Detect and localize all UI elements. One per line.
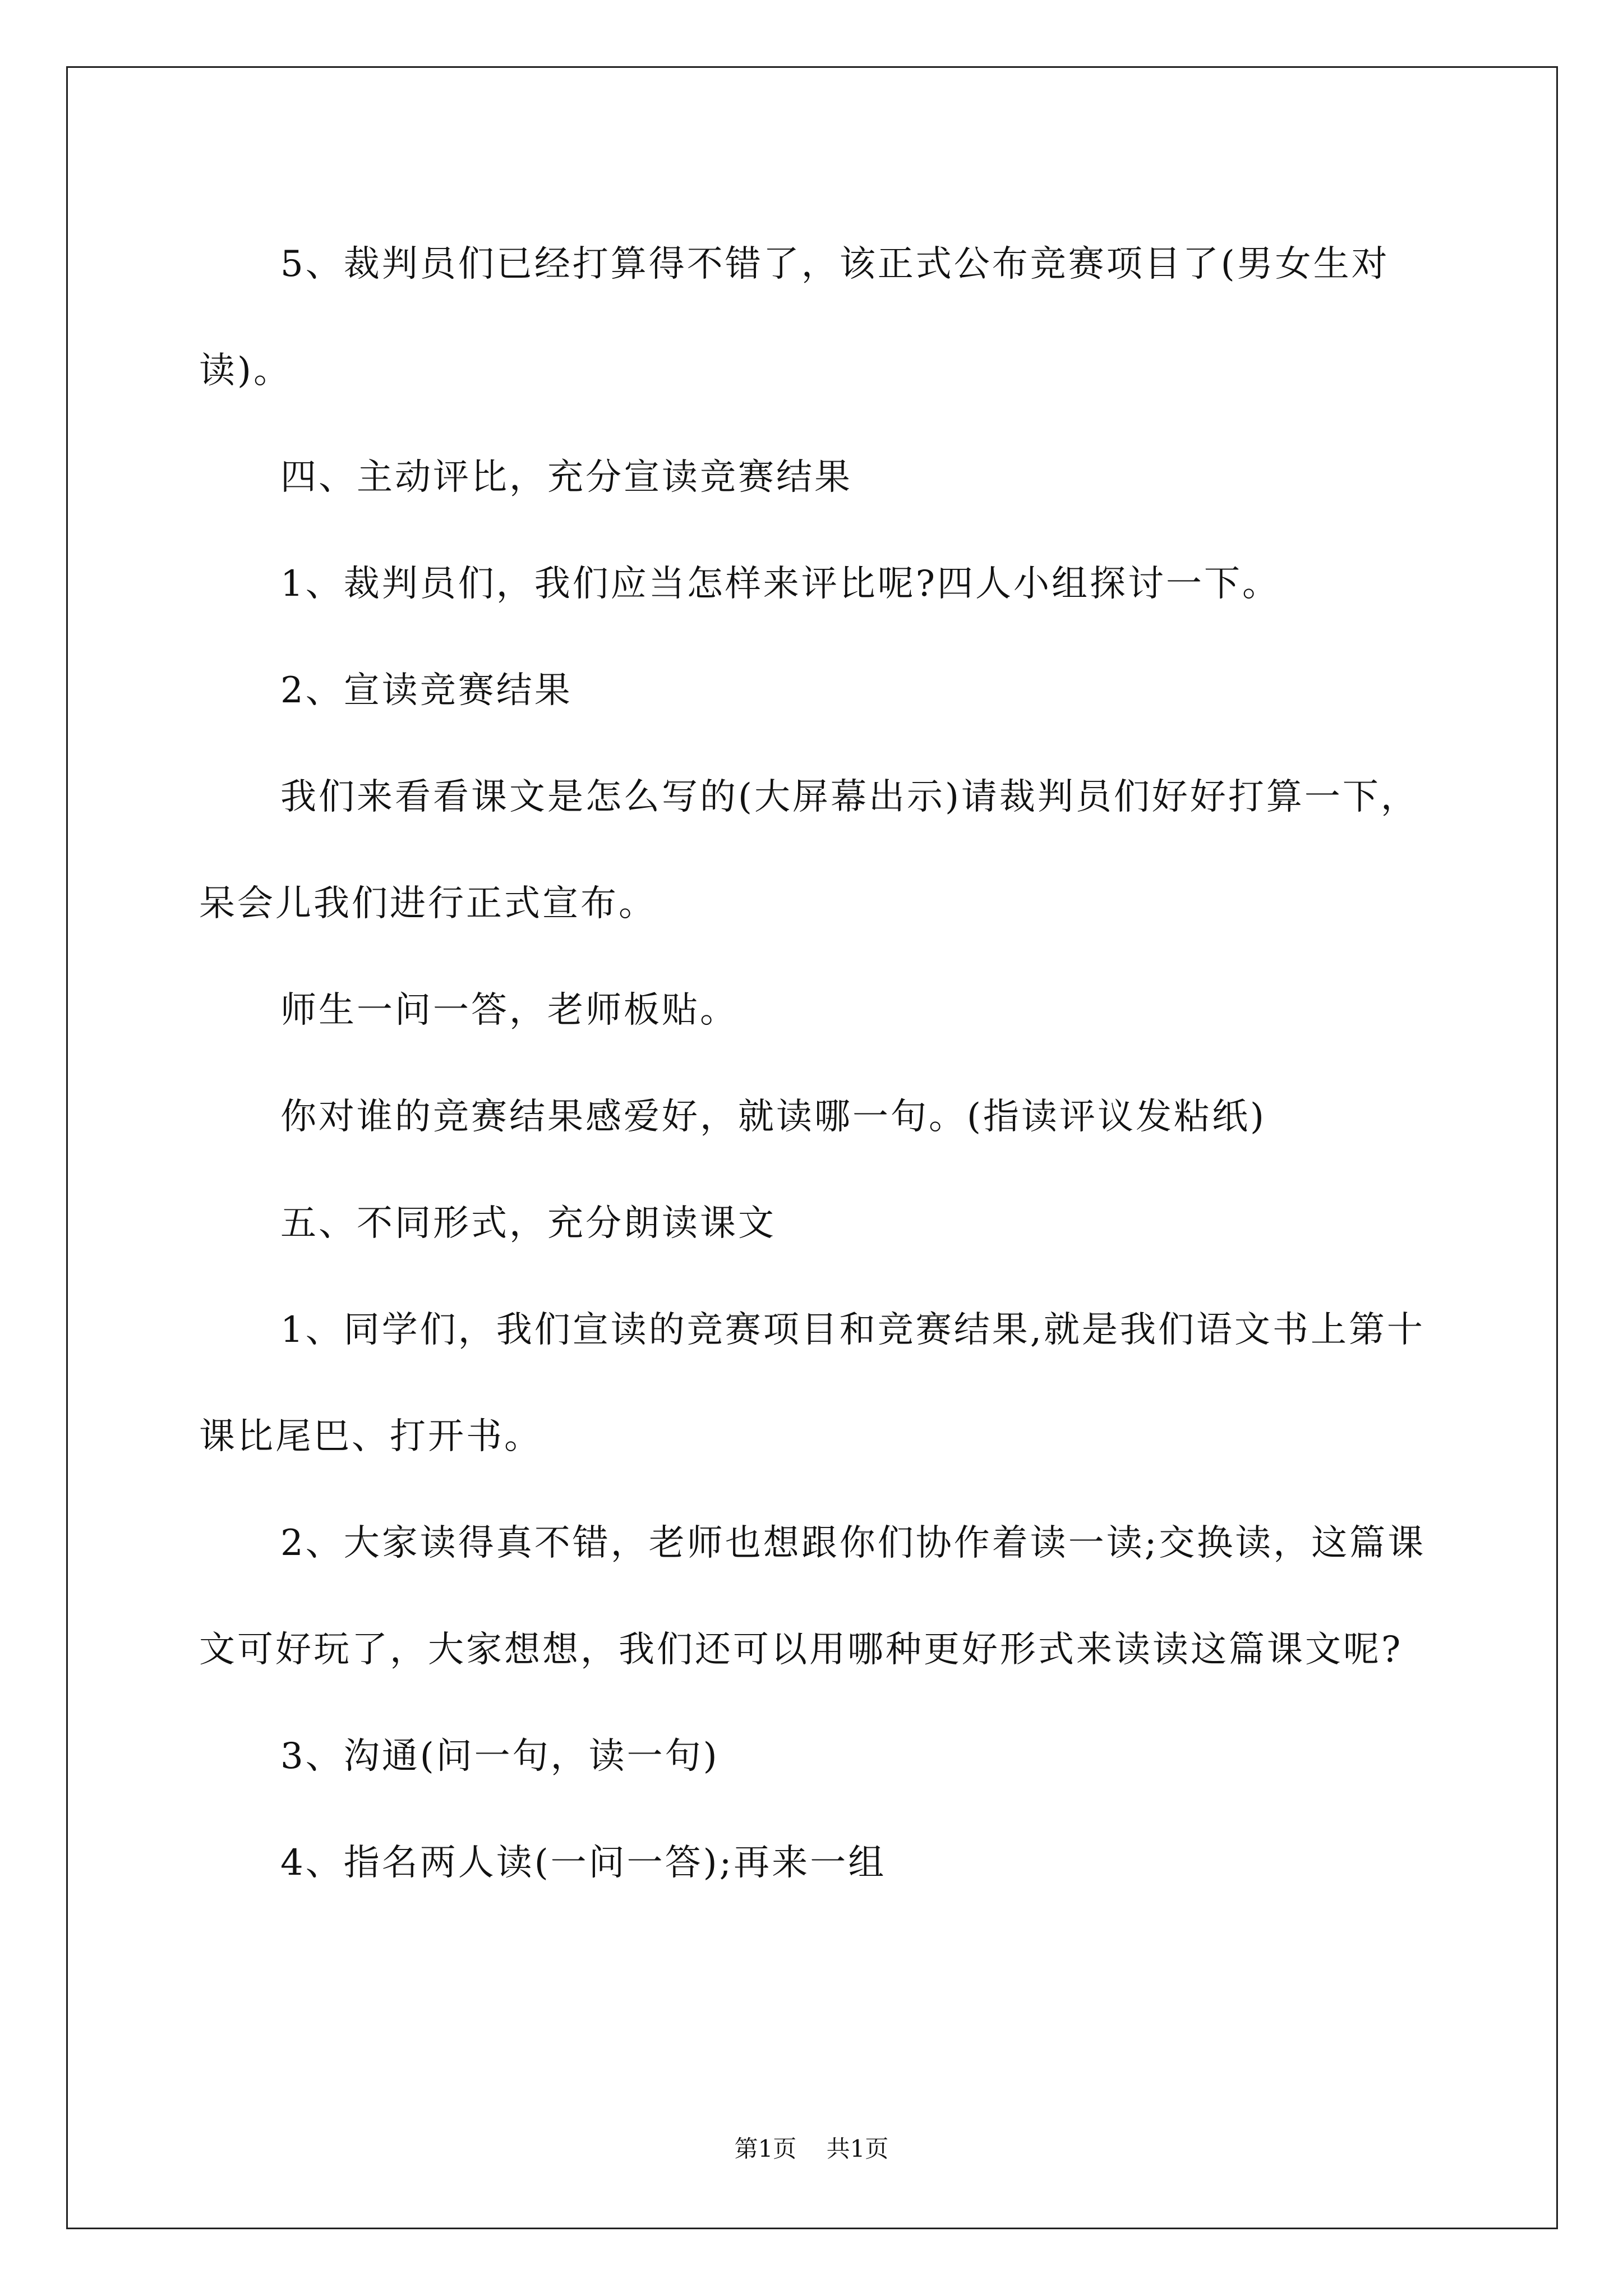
section-heading: 五、不同形式，充分朗读课文 (280, 1203, 776, 1244)
document-body (199, 211, 1427, 1916)
paragraph: 2、大家读得真不错，老师也想跟你们协作着读一读;交换读，这篇课文可好玩了，大家想想，我们还可以用哪种更好形式来读读这篇课文呢? (199, 1522, 1426, 1671)
paragraph: 师生一问一答，老师板贴。 (280, 990, 738, 1031)
page-total: 共1页 (826, 2135, 889, 2162)
paragraph: 你对谁的竞赛结果感爱好，就读哪一句。(指读评议发粘纸) (280, 1096, 1266, 1138)
paragraph: 4、指名两人读(一问一答);再来一组 (280, 1842, 887, 1884)
section-heading: 四、主动评比，充分宣读竞赛结果 (280, 457, 852, 498)
paragraph: 1、裁判员们，我们应当怎样来评比呢?四人小组探讨一下。 (280, 563, 1281, 605)
paragraph: 1、同学们，我们宣读的竞赛项目和竞赛结果,就是我们语文书上第十课比尾巴、打开书。 (199, 1309, 1426, 1457)
paragraph: 3、沟通(问一句，读一句) (280, 1736, 720, 1777)
paragraph: 2、宣读竞赛结果 (280, 670, 573, 711)
page-number: 第1页 (734, 2135, 797, 2162)
paragraph: 5、裁判员们已经打算得不错了，该正式公布竞赛项目了(男女生对读)。 (199, 243, 1390, 392)
page-footer (0, 2131, 1623, 2164)
paragraph: 我们来看看课文是怎么写的(大屏幕出示)请裁判员们好好打算一下，呆会儿我们进行正式宣布。 (199, 776, 1419, 924)
